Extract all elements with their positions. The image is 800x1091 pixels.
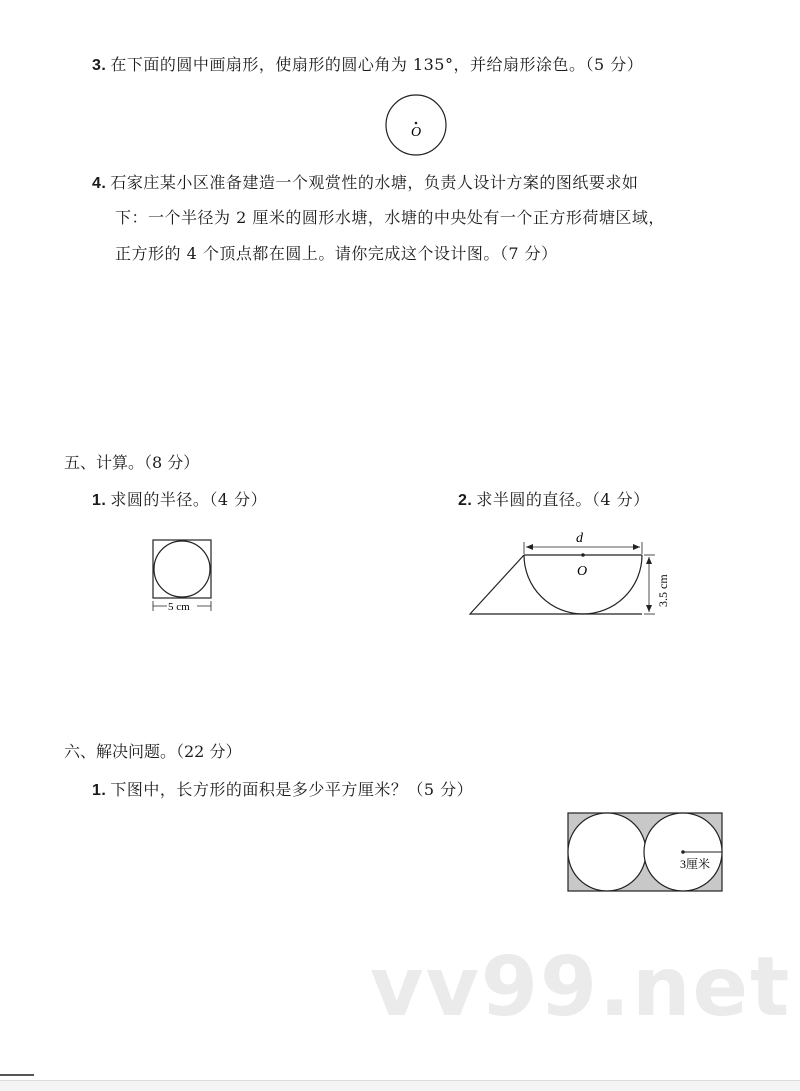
s6-p1-number: 1. [92, 782, 107, 799]
q3-number: 3. [92, 57, 107, 74]
s5-p1-dim-label: 5 cm [168, 601, 190, 613]
q3-center-dot [415, 122, 418, 125]
s5-p1-prompt: 求圆的半径。（4 分） [110, 490, 268, 509]
s5-p2-d-label: d [576, 531, 583, 546]
s5-p1-number: 1. [92, 492, 107, 509]
q4-line-2: 下：一个半径为 2 厘米的圆形水塘，水塘的中央处有一个正方形荷塘区域， [115, 208, 665, 227]
s6-p1-text [92, 777, 473, 800]
s5-p2-height-label: 3.5 cm [656, 574, 670, 607]
s6-p1-circle-left [568, 813, 646, 891]
s5-p1-text [92, 487, 267, 510]
q3-prompt: 在下面的圆中画扇形，使扇形的圆心角为 135°，并给扇形涂色。（5 分） [110, 55, 644, 74]
s5-p1-circle [154, 541, 210, 597]
s6-p1-prompt: 下图中，长方形的面积是多少平方厘米？（5 分） [110, 780, 474, 799]
q3-center-label: O [411, 125, 422, 140]
s5-p2-center-dot [581, 553, 585, 557]
page-bottom-edge [0, 1080, 800, 1091]
s5-p2-prompt: 求半圆的直径。（4 分） [476, 490, 650, 509]
q4-line-3: 正方形的 4 个顶点都在圆上。请你完成这个设计图。（7 分） [115, 244, 558, 263]
q3-text [92, 52, 643, 75]
s5-p1-square [153, 540, 211, 598]
section-6-title: 六、解决问题。（22 分） [64, 742, 242, 761]
q3-circle-figure [380, 93, 454, 157]
q4-number: 4. [92, 175, 107, 192]
s5-p2-trapezoid [470, 555, 642, 614]
section-5-title: 五、计算。（8 分） [64, 453, 200, 472]
s6-p1-figure [565, 810, 725, 895]
s5-p2-figure [462, 525, 677, 625]
q4-line-1 [92, 170, 638, 193]
s5-p1-figure [145, 535, 220, 615]
s5-p2-o-label: O [577, 564, 588, 579]
q4-text-1: 石家庄某小区准备建造一个观赏性的水塘，负责人设计方案的图纸要求如 [110, 173, 639, 192]
corner-mark [0, 1074, 34, 1076]
s5-p2-number: 2. [458, 492, 473, 509]
s5-p2-text [458, 487, 650, 510]
watermark: vv99.net [370, 940, 792, 1035]
s6-p1-radius-label: 3厘米 [680, 857, 711, 871]
